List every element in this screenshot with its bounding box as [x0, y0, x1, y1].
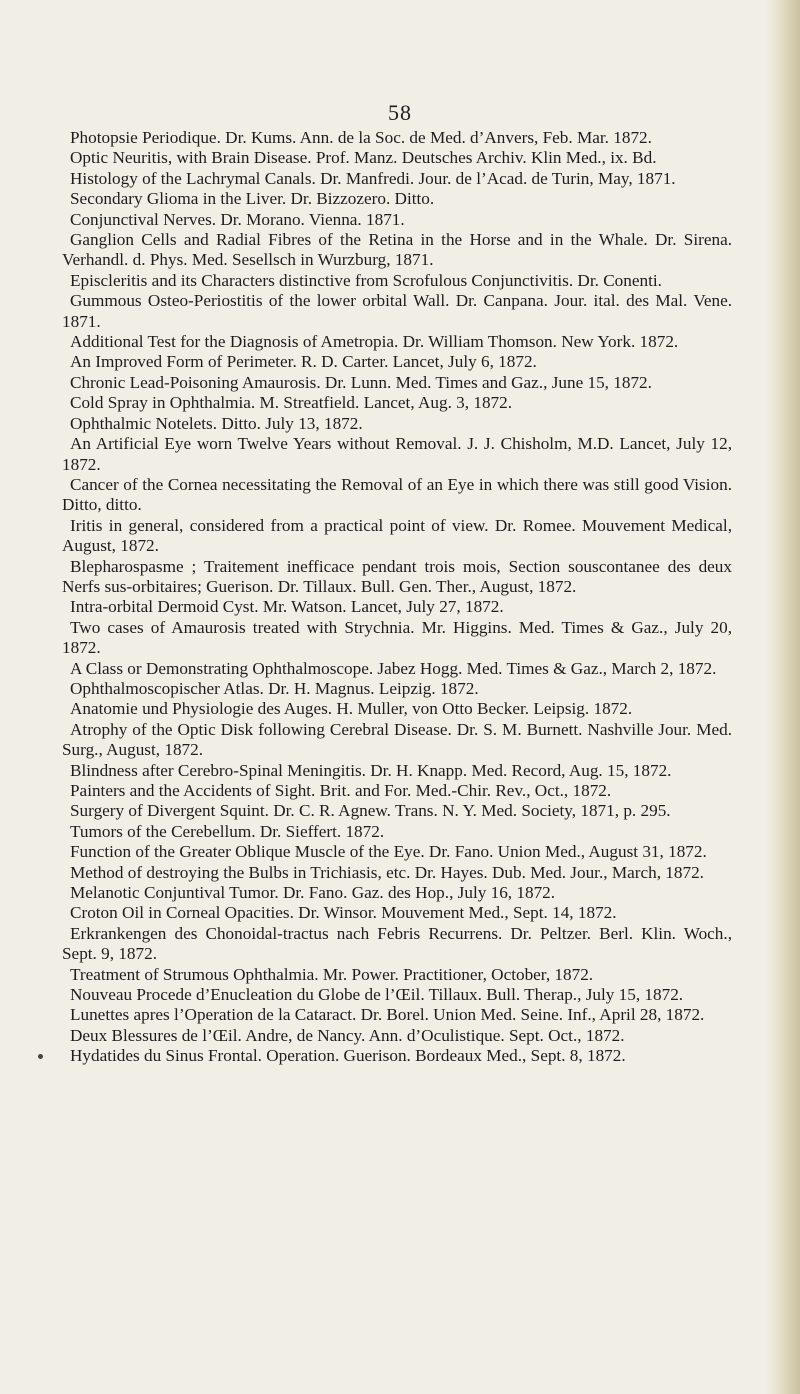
- entry-text: Hydatides du Sinus Frontal. Operation. Guerison. Bordeaux Med., Sept. 8, 1872.: [70, 1046, 626, 1066]
- entry-text: Croton Oil in Corneal Opacities. Dr. Winsor. Mouvement Med., Sept. 14, 1872.: [70, 903, 617, 923]
- entry-text: Surgery of Divergent Squint. Dr. C. R. Agnew. Trans. N. Y. Med. Society, 1871, p. 295.: [70, 801, 671, 821]
- entry-text: Photopsie Periodique. Dr. Kums. Ann. de la Soc. de Med. d’Anvers, Feb. Mar. 1872.: [70, 128, 652, 147]
- bibliography-entry: [62, 761, 732, 781]
- entry-text: Lunettes apres l’Operation de la Cataract. Dr. Borel. Union Med. Seine. Inf., April 28, 1872.: [70, 1005, 705, 1025]
- page-edge-shadow: [766, 0, 800, 1394]
- entry-text: Blepharospasme ; Traitement inefficace pendant trois mois, Section souscontanee des deux Nerfs sus-orbitaires; Guerison. Dr. Tillaux. Bull. Gen. Ther., August, 1872.: [62, 556, 732, 596]
- bibliography-entry: [62, 842, 732, 862]
- bibliography-entry: [62, 1005, 732, 1025]
- entry-text: Tumors of the Cerebellum. Dr. Sieffert. 1872.: [70, 821, 385, 841]
- page-number: 58: [388, 100, 412, 125]
- entry-text: Deux Blessures de l’Œil. Andre, de Nancy. Ann. d’Oculistique. Sept. Oct., 1872.: [70, 1025, 625, 1045]
- bibliography-entry: [62, 1046, 732, 1066]
- entry-text: An Artificial Eye worn Twelve Years without Removal. J. J. Chisholm, M.D. Lancet, July 12, 1872.: [62, 434, 732, 474]
- entry-text: Histology of the Lachrymal Canals. Dr. Manfredi. Jour. de l’Acad. de Turin, May, 1871.: [70, 168, 676, 188]
- bibliography-entry: [62, 169, 732, 189]
- bibliography-entry: [62, 516, 732, 557]
- entry-text: Intra-orbital Dermoid Cyst. Mr. Watson. Lancet, July 27, 1872.: [70, 597, 504, 617]
- bibliography-entry: [62, 618, 732, 659]
- margin-mark: [38, 1054, 43, 1059]
- entry-text: Ophthalmoscopischer Atlas. Dr. H. Magnus. Leipzig. 1872.: [70, 678, 479, 698]
- bibliography-entry: [62, 189, 732, 209]
- entry-text: Method of destroying the Bulbs in Trichiasis, etc. Dr. Hayes. Dub. Med. Jour., March, 1872.: [70, 862, 704, 882]
- entry-text: Ophthalmic Notelets. Ditto. July 13, 1872.: [70, 413, 363, 433]
- bibliography-entry: [62, 679, 732, 699]
- bibliography-entry: [62, 903, 732, 923]
- entry-text: Iritis in general, considered from a practical point of view. Dr. Romee. Mouvement Medical, August, 1872.: [62, 515, 732, 556]
- entry-text: Ganglion Cells and Radial Fibres of the Retina in the Horse and in the Whale. Dr. Sirena. Verhandl. d. Phys. Med. Sesellsch in Wurzburg, 1871.: [62, 230, 732, 270]
- entry-text: An Improved Form of Perimeter. R. D. Carter. Lancet, July 6, 1872.: [70, 352, 537, 372]
- bibliography-list: [62, 128, 732, 1067]
- entry-text: Secondary Glioma in the Liver. Dr. Bizzozero. Ditto.: [70, 189, 435, 209]
- bibliography-entry: [62, 230, 732, 271]
- entry-text: Additional Test for the Diagnosis of Ametropia. Dr. William Thomson. New York. 1872.: [70, 332, 679, 352]
- bibliography-entry: [62, 210, 732, 230]
- bibliography-entry: [62, 128, 732, 148]
- bibliography-entry: [62, 332, 732, 352]
- entry-text: Melanotic Conjuntival Tumor. Dr. Fano. Gaz. des Hop., July 16, 1872.: [70, 883, 556, 903]
- bibliography-entry: [62, 720, 732, 761]
- bibliography-entry: [62, 781, 732, 801]
- bibliography-entry: [62, 475, 732, 516]
- entry-text: Function of the Greater Oblique Muscle of the Eye. Dr. Fano. Union Med., August 31, 1872.: [70, 842, 707, 862]
- bibliography-entry: [62, 1026, 732, 1046]
- bibliography-entry: [62, 373, 732, 393]
- bibliography-entry: [62, 434, 732, 475]
- entry-text: Painters and the Accidents of Sight. Brit. and For. Med.-Chir. Rev., Oct., 1872.: [70, 781, 612, 800]
- bibliography-entry: [62, 863, 732, 883]
- entry-text: Gummous Osteo-Periostitis of the lower orbital Wall. Dr. Canpana. Jour. ital. des Mal. Vene. 1871.: [62, 291, 732, 331]
- bibliography-entry: [62, 801, 732, 821]
- entry-text: Nouveau Procede d’Enucleation du Globe de l’Œil. Tillaux. Bull. Therap., July 15, 1872.: [70, 985, 684, 1005]
- entry-text: Two cases of Amaurosis treated with Strychnia. Mr. Higgins. Med. Times & Gaz., July 20, 1872.: [62, 617, 732, 658]
- bibliography-entry: [62, 414, 732, 434]
- entry-text: A Class or Demonstrating Ophthalmoscope. Jabez Hogg. Med. Times & Gaz., March 2, 1872.: [70, 658, 717, 678]
- bibliography-entry: [62, 597, 732, 617]
- entry-text: Chronic Lead-Poisoning Amaurosis. Dr. Lunn. Med. Times and Gaz., June 15, 1872.: [70, 372, 652, 392]
- bibliography-entry: [62, 393, 732, 413]
- bibliography-entry: [62, 699, 732, 719]
- entry-text: Episcleritis and its Characters distinctive from Scrofulous Conjunctivitis. Dr. Conenti.: [70, 270, 662, 290]
- entry-text: Cancer of the Cornea necessitating the Removal of an Eye in which there was still good Vision. Ditto, ditto.: [62, 474, 732, 515]
- bibliography-entry: [62, 557, 732, 598]
- entry-text: Treatment of Strumous Ophthalmia. Mr. Power. Practitioner, October, 1872.: [70, 964, 594, 984]
- bibliography-entry: [62, 985, 732, 1005]
- bibliography-entry: [62, 352, 732, 372]
- bibliography-entry: [62, 291, 732, 332]
- entry-text: Atrophy of the Optic Disk following Cerebral Disease. Dr. S. M. Burnett. Nashville Jour. Med. Surg., August, 1872.: [62, 719, 732, 760]
- entry-text: Optic Neuritis, with Brain Disease. Prof. Manz. Deutsches Archiv. Klin Med., ix. Bd.: [70, 148, 657, 168]
- bibliography-entry: [62, 883, 732, 903]
- bibliography-entry: [62, 822, 732, 842]
- entry-text: Blindness after Cerebro-Spinal Meningitis. Dr. H. Knapp. Med. Record, Aug. 15, 1872.: [70, 760, 672, 780]
- bibliography-entry: [62, 924, 732, 965]
- entry-text: Cold Spray in Ophthalmia. M. Streatfield. Lancet, Aug. 3, 1872.: [70, 393, 513, 413]
- bibliography-entry: [62, 271, 732, 291]
- entry-text: Erkrankengen des Chonoidal-tractus nach Febris Recurrens. Dr. Peltzer. Berl. Klin. Woch., Sept. 9, 1872.: [62, 923, 732, 964]
- bibliography-entry: [62, 148, 732, 168]
- bibliography-entry: [62, 965, 732, 985]
- entry-text: Anatomie und Physiologie des Auges. H. Muller, von Otto Becker. Leipsig. 1872.: [70, 699, 633, 719]
- bibliography-entry: [62, 659, 732, 679]
- entry-text: Conjunctival Nerves. Dr. Morano. Vienna. 1871.: [70, 209, 405, 229]
